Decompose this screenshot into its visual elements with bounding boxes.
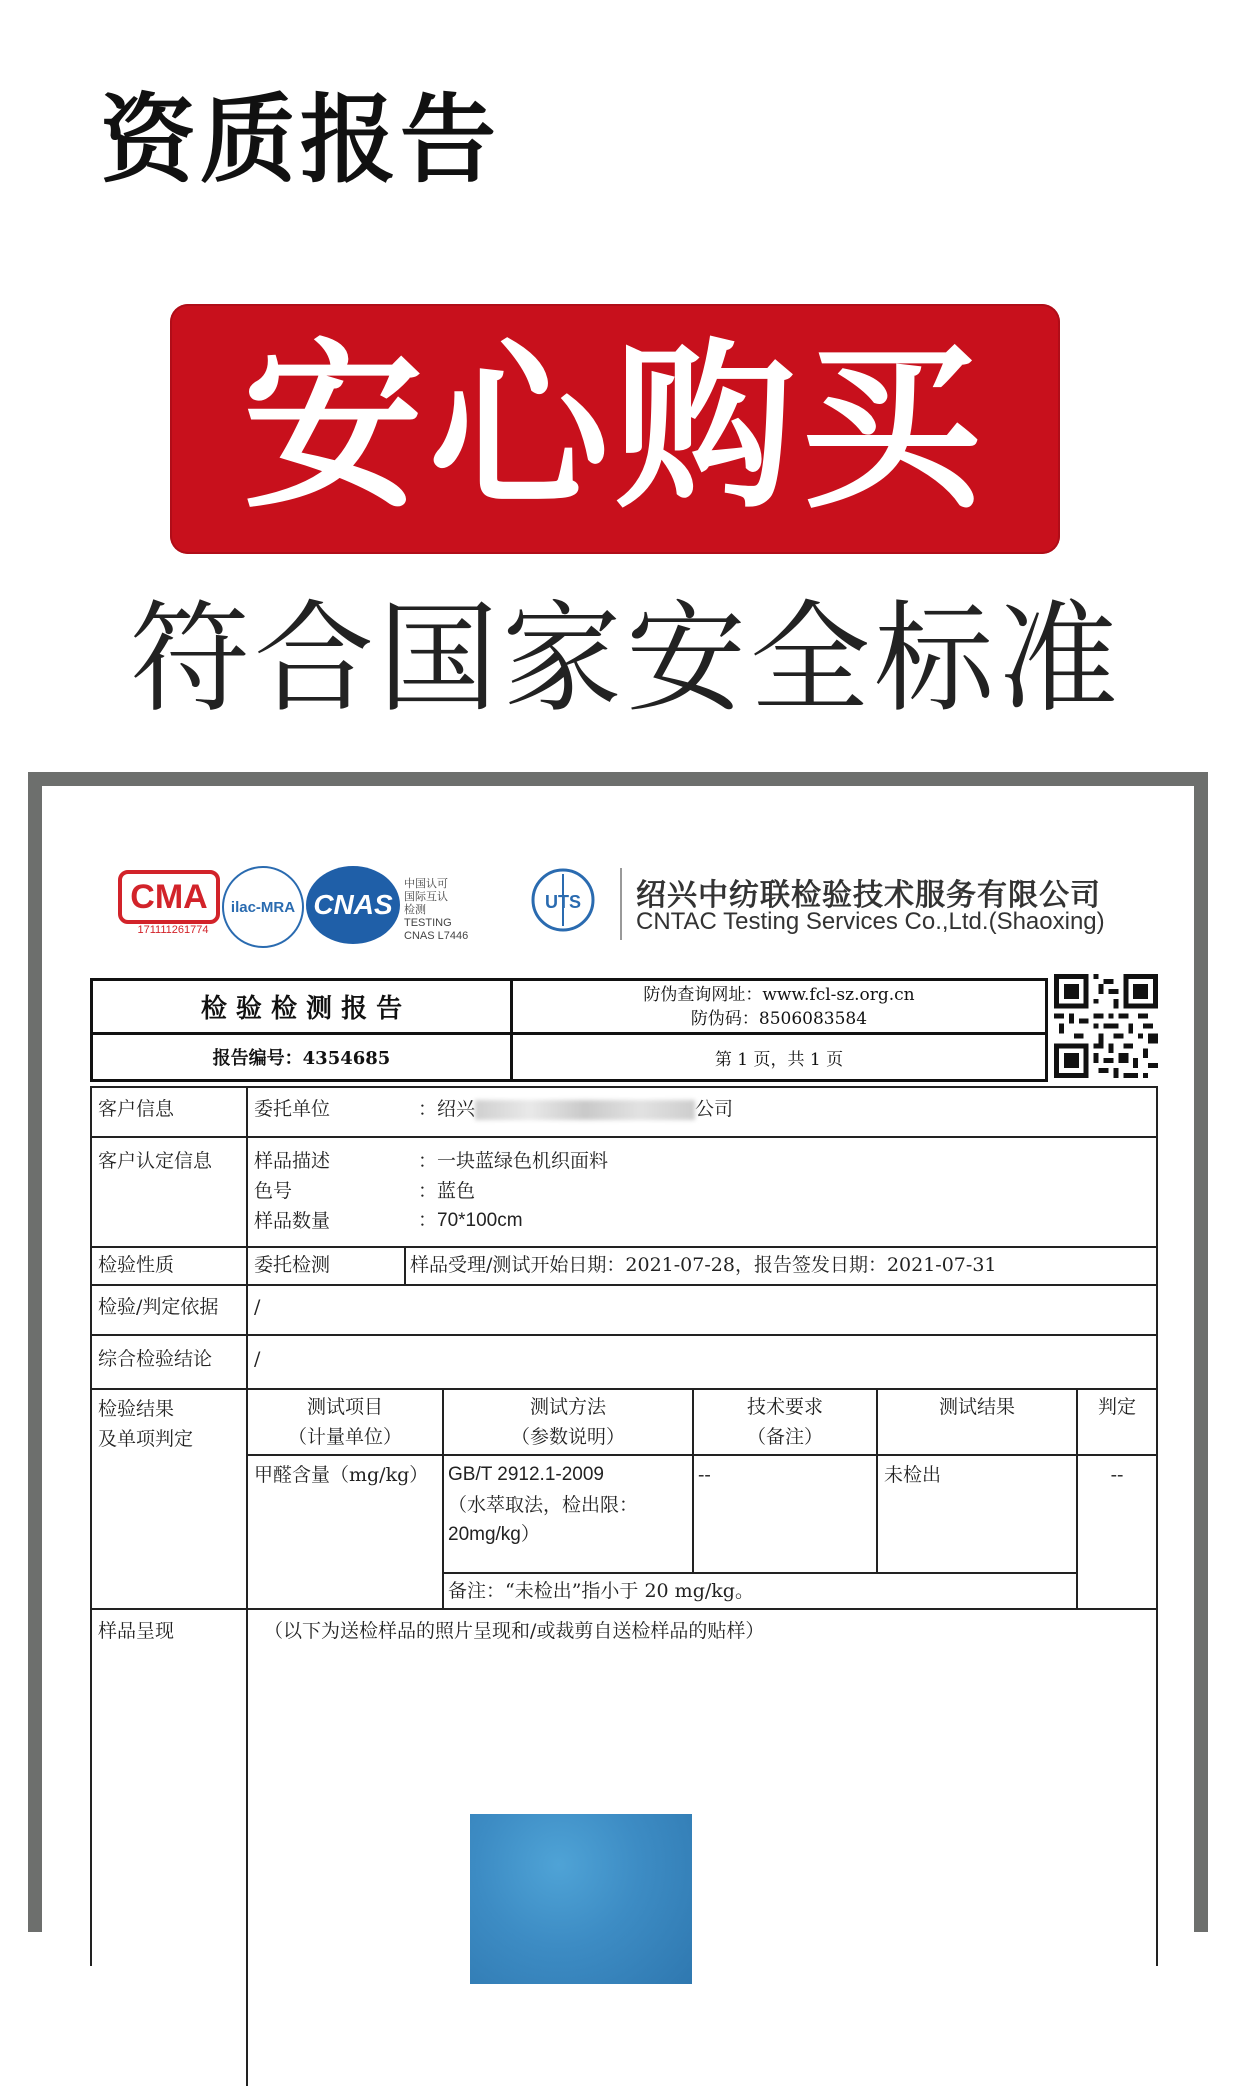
nature-label: 检验性质 (98, 1254, 175, 1276)
sample-value: ：一块蓝绿色机织面料 (418, 1150, 609, 1172)
safety-standard-subline: 符合国家安全标准 (130, 590, 1122, 729)
col-header-judgement: 判定 (1097, 1396, 1136, 1418)
cnas-caption-line: CNAS L7446 (404, 930, 469, 942)
col-header-method: 测试方法 (529, 1396, 606, 1418)
page-info: 第 1 页，共 1 页 (714, 1049, 844, 1070)
results-label: 及单项判定 (98, 1428, 194, 1450)
redacted-name (475, 1100, 695, 1120)
table-line (246, 1454, 1156, 1456)
client-value (418, 1094, 733, 1124)
test-method: 20mg/kg） (448, 1524, 540, 1545)
test-method: （水萃取法，检出限： (448, 1494, 639, 1516)
uts-seal-icon (528, 864, 598, 944)
test-item: 甲醛含量（mg/kg） (254, 1464, 429, 1486)
cma-logo: CMA (118, 870, 220, 924)
test-method: GB/T 2912.1-2009 (448, 1464, 604, 1485)
col-header-requirement: 技术要求 (746, 1396, 823, 1418)
nature-value: 委托检测 (254, 1254, 331, 1276)
sample-key: 样品数量 (254, 1210, 331, 1232)
table-line (246, 1086, 248, 2086)
table-line (92, 1284, 1156, 1286)
banner-text: 安心购买 (242, 324, 987, 533)
sample-presentation-label: 样品呈现 (98, 1620, 175, 1642)
company-name-en: CNTAC Testing Services Co.,Ltd.(Shaoxing) (636, 908, 1105, 935)
test-dates: 样品受理/测试开始日期：2021-07-28，报告签发日期：2021-07-31 (410, 1254, 997, 1276)
verify-url: 防伪查询网址：www.fcl-sz.org.cn (643, 984, 915, 1005)
table-line (92, 1246, 1156, 1248)
basis-label: 检验/判定依据 (98, 1296, 219, 1318)
cnas-caption-line: 国际互认 (404, 891, 448, 903)
company-name-cn: 绍兴中纺联检验技术服务有限公司 (636, 878, 1101, 913)
report-header-box (90, 978, 1048, 1082)
basis-value: / (254, 1296, 261, 1318)
table-line (92, 1388, 1156, 1390)
table-line (92, 1608, 1156, 1610)
table-line (92, 1136, 1156, 1138)
promo-banner (170, 304, 1060, 554)
uts-text: UTS (545, 892, 581, 912)
verify-code: 防伪码：8506083584 (690, 1008, 868, 1029)
cnas-caption (404, 878, 468, 943)
cnas-caption-line: TESTING (404, 917, 452, 929)
sample-key: 色号 (254, 1180, 293, 1202)
test-result: 未检出 (884, 1464, 942, 1486)
anti-fake-info (513, 981, 1045, 1035)
test-report-document (42, 786, 1194, 1946)
col-header-result: 测试结果 (938, 1396, 1015, 1418)
cnas-text: CNAS (313, 889, 393, 920)
table-line (442, 1572, 1078, 1574)
tech-requirement: -- (698, 1464, 711, 1486)
ilac-mra-logo (222, 866, 304, 948)
table-line (92, 1334, 1156, 1336)
sample-info-label: 客户认定信息 (98, 1150, 213, 1172)
client-info-label: 客户信息 (98, 1098, 175, 1120)
col-header-item: 测试项目 (306, 1396, 383, 1418)
col-header-item-unit: （计量单位） (287, 1426, 402, 1448)
cnas-caption-line: 中国认可 (404, 878, 448, 890)
judgement: -- (1110, 1464, 1124, 1486)
header-divider (620, 868, 622, 940)
col-header-method-note: （参数说明） (510, 1426, 625, 1448)
client-value-suffix: 公司 (695, 1098, 734, 1120)
sample-presentation-text: （以下为送检样品的照片呈现和/或裁剪自送检样品的贴样） (264, 1620, 765, 1642)
page-title: 资质报告 (100, 84, 500, 196)
table-line (404, 1246, 406, 1284)
fabric-sample-photo (470, 1814, 692, 1984)
conclusion-value: / (254, 1348, 261, 1370)
conclusion-label: 综合检验结论 (98, 1348, 213, 1370)
ilac-text: ilac-MRA (230, 898, 296, 916)
report-number: 报告编号：4354685 (93, 1035, 513, 1079)
certificate-frame (28, 772, 1208, 1932)
sample-key: 样品描述 (254, 1150, 331, 1172)
report-doc-title: 检 验 检 测 报 告 (93, 981, 513, 1035)
cnas-caption-line: 检测 (404, 904, 426, 916)
col-header-requirement-note: （备注） (746, 1426, 823, 1448)
client-key: 委托单位 (254, 1098, 331, 1120)
client-value-prefix: ：绍兴 (418, 1098, 476, 1120)
cma-number: 171111261774 (137, 924, 209, 936)
result-note: 备注：“未检出”指小于 20 mg/kg。 (448, 1580, 754, 1602)
results-label: 检验结果 (98, 1398, 175, 1420)
sample-value: ：蓝色 (418, 1180, 476, 1202)
cnas-logo (306, 866, 400, 944)
table-line (92, 1086, 1156, 1088)
qr-code-icon (1054, 974, 1158, 1078)
sample-value: ：70*100cm (418, 1210, 523, 1231)
